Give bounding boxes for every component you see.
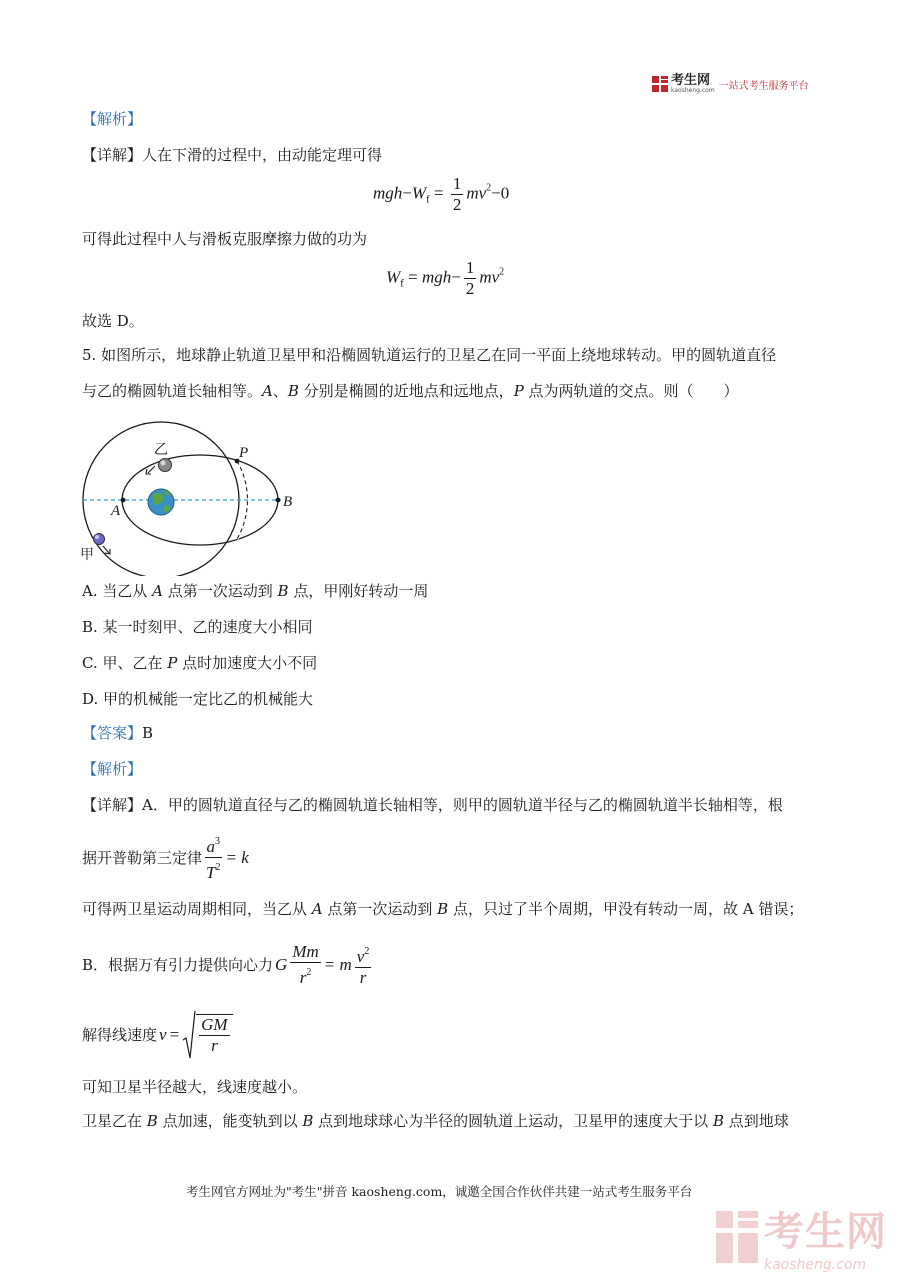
q5-stem-line2 [82,380,739,402]
eq1-den: 2 [452,195,462,214]
eq2-mv: mv [479,267,500,287]
grav-mm: Mm [292,942,319,961]
analysis-d1-text: A．甲的圆轨道直径与乙的椭圆轨道长轴相等，则甲的圆轨道半径与乙的椭圆轨道半长轴相等，根 [142,796,783,814]
sqrt-sign-icon [182,1010,196,1060]
eq2-w: W [386,267,401,287]
label-p: P [239,445,249,461]
logo-url: kaosheng.com [671,87,715,94]
grav-r2: r [359,968,367,987]
equation-energy-theorem [373,174,509,215]
footer-text[interactable]: 考生网官方网址为"考生"拼音 kaosheng.com，诚邀全国合作伙伴共建一站式考生服务平台 [186,1184,693,1199]
q5-l2-P: P [513,382,524,400]
d7-a: 卫星乙在 [82,1112,147,1130]
d7-B: B [146,1112,158,1130]
analysis-d4-text: B．根据万有引力提供向心力 [82,956,274,974]
q5-l2-A: A [262,382,273,400]
watermark-cn: 考生网 [764,1209,887,1255]
orbit-diagram [76,416,316,576]
q5-l2-B: B [287,382,299,400]
analysis-d7 [82,1110,789,1132]
d3-a: 可得两卫星运动周期相同，当乙从 [82,900,312,918]
q5-stem-line1: 5. 如图所示，地球静止轨道卫星甲和沿椭圆轨道运行的卫星乙在同一平面上绕地球转动。甲的圆轨道直径 [82,346,777,364]
analysis-detail-label: 【详解】 [82,796,143,814]
option-c-post: 点时加速度大小不同 [177,654,318,672]
eq1-w-sub: f [426,193,430,206]
q5-l2b: 、 [272,382,288,400]
eq1-mgh: mgh [373,183,403,203]
analysis-d3 [82,898,803,920]
eq2-mgh: mgh [421,267,452,287]
option-b[interactable]: B. 某一时刻甲、乙的速度大小相同 [82,618,313,636]
vel-fraction [196,1014,232,1056]
vel-v: v [159,1025,167,1044]
q5-l2d: 点为两轨道的交点。则（ ） [523,382,739,400]
option-a-post: 点，甲刚好转动一周 [288,582,429,600]
d3-A: A [311,900,323,918]
analysis-d2 [82,832,249,883]
option-c-pre: C. 甲、乙在 [82,654,168,672]
option-a[interactable] [82,580,428,602]
eq1-mv: mv [466,183,487,203]
kepler-t: T [206,863,216,882]
kepler-t-sup: 2 [215,862,221,873]
grav-r-sup: 2 [306,967,312,978]
label-b: B [283,494,293,510]
grav-r: r [299,968,307,987]
eq1-tail: −0 [491,183,510,203]
header-slogan: 一站式考生服务平台 [718,80,809,92]
prev-conclusion: 故选 D。 [82,312,144,330]
earth-icon [148,489,174,515]
kepler-fraction [204,832,222,883]
option-a-i2: B [277,582,289,600]
eq2-fraction [464,258,477,299]
d3-B: B [437,900,449,918]
eq2-w-sub: f [400,277,404,290]
eq1-sq: 2 [486,182,492,194]
eq2-equals: = [408,267,418,287]
prev-analysis-label: 【解析】 [82,110,143,128]
analysis-d1 [82,794,783,816]
vel-gm: GM [201,1015,228,1034]
analysis-d5-text: 解得线速度 [82,1026,158,1044]
vel-eq: = [169,1025,180,1044]
d7-d: 点到地球 [723,1112,789,1130]
d3-b: 点第一次运动到 [322,900,438,918]
prev-line2: 可得此过程中人与滑板克服摩擦力做的功为 [82,230,368,248]
satellite-yi-icon [146,459,172,475]
equation-friction-work [386,258,504,299]
d3-c: 点，只过了半个周期，甲没有转动一周，故 A 错误； [448,900,804,918]
analysis-d5 [82,1010,233,1060]
kepler-a: a [206,837,215,856]
eq2-den: 2 [465,279,475,298]
header-logo[interactable] [652,74,809,94]
prev-detail-text: 人在下滑的过程中，由动能定理可得 [142,146,383,164]
grav-v: v [356,947,365,966]
logo-name: 考生网 [671,73,711,88]
point-a-dot [121,498,126,503]
vel-r: r [211,1036,218,1055]
answer-value: B [142,724,154,742]
kepler-eq: = k [225,847,249,867]
option-d[interactable]: D. 甲的机械能一定比乙的机械能大 [82,690,314,708]
label-jia: 甲 [80,547,94,563]
analysis-label: 【解析】 [82,760,143,778]
watermark [716,1200,887,1273]
answer-label: 【答案】 [82,724,143,742]
eq1-equals: = [433,183,444,203]
analysis-d2-text: 据开普勒第三定律 [82,848,203,867]
analysis-d4 [82,942,374,988]
grav-fraction [290,942,320,988]
option-a-pre: A. 当乙从 [82,582,153,600]
option-a-mid: 点第一次运动到 [162,582,278,600]
point-b-dot [276,498,281,503]
watermark-en: kaosheng.com [764,1257,867,1273]
grav-eq: = m [323,955,352,974]
eq1-minus: − [402,183,412,203]
eq2-sq: 2 [499,266,505,278]
d7-B3: B [712,1112,724,1130]
eq2-num: 1 [465,258,475,277]
eq1-fraction [451,174,464,215]
eq1-w: W [411,183,427,203]
prev-detail-line [82,144,382,166]
kepler-a-sup: 3 [215,836,220,847]
d7-b: 点加速，能变轨到以 [157,1112,303,1130]
q5-l2c: 分别是椭圆的近地点和远地点， [298,382,514,400]
grav-fraction2 [355,942,372,988]
option-c[interactable] [82,652,317,674]
d7-c: 点到地球球心为半径的圆轨道上运动，卫星甲的速度大于以 [313,1112,713,1130]
answer-line [82,722,153,744]
vel-sqrt [182,1010,232,1060]
eq2-minus: − [451,267,461,287]
analysis-d6: 可知卫星半径越大，线速度越小。 [82,1078,308,1096]
grav-v-sup: 2 [364,946,370,957]
label-a: A [111,503,121,519]
label-yi: 乙 [154,442,168,458]
eq1-num: 1 [452,174,462,193]
prev-detail-label: 【详解】 [82,146,143,164]
d7-B2: B [302,1112,314,1130]
kaosheng-logo-icon [652,76,668,92]
watermark-logo-icon [716,1211,758,1263]
grav-g: G [275,955,288,974]
option-c-i1: P [167,654,178,672]
option-a-i1: A [152,582,163,600]
q5-l2a: 与乙的椭圆轨道长轴相等。 [82,382,263,400]
